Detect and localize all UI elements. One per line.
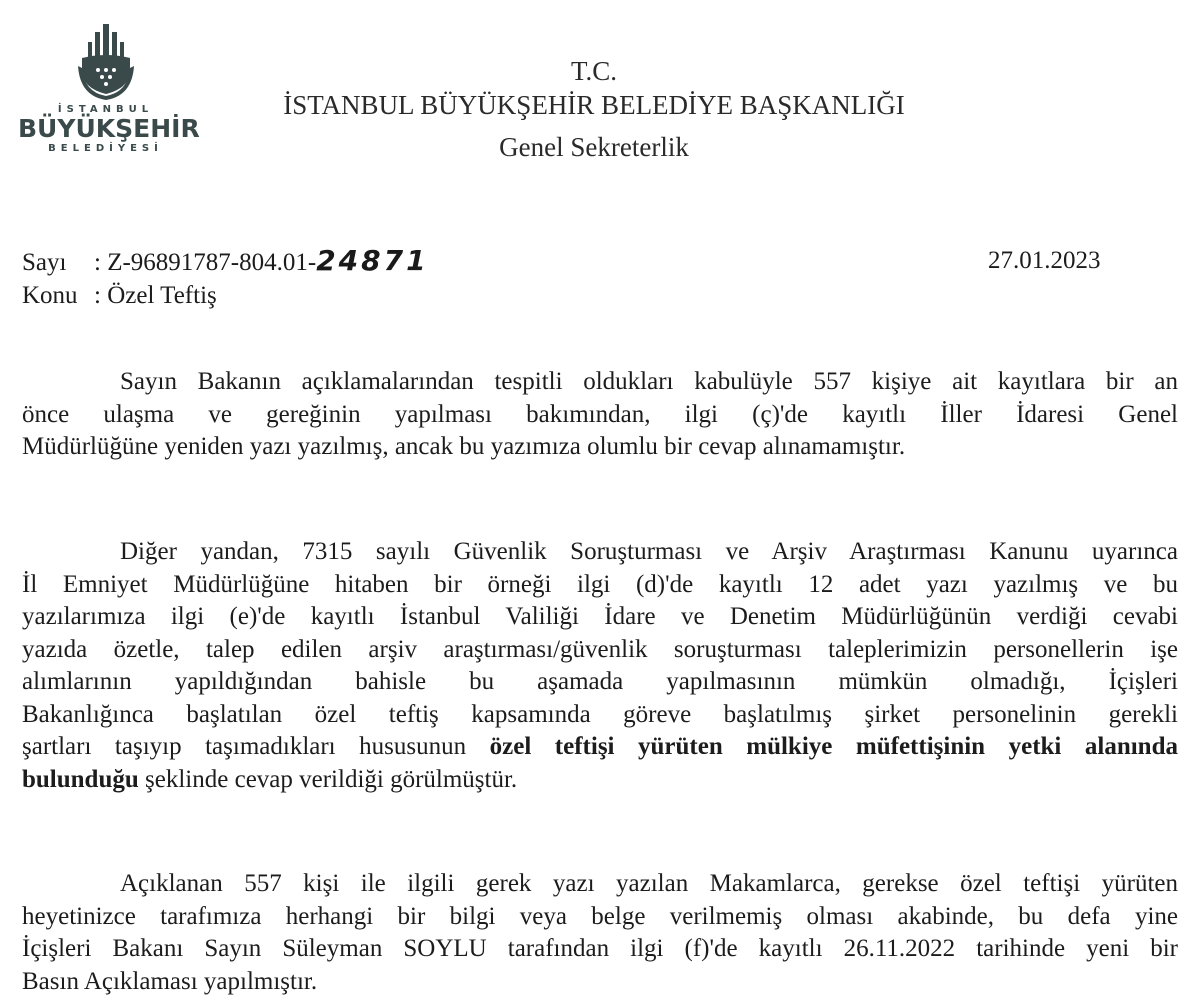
header-tc: T.C. (571, 56, 617, 86)
paragraph-1 (22, 366, 1178, 464)
paragraph-line: yazılarımıza ilgi (e)'de kayıtlı İstanbul Valiliği İdare ve Denetim Müdürlüğünün verdiği cevabi (22, 603, 1178, 630)
konu-label: Konu (22, 282, 78, 309)
paragraph-line: İl Emniyet Müdürlüğüne hitaben bir örneği ilgi (d)'de kayıtlı 12 adet yazı yazılmış ve bu (22, 570, 1178, 598)
paragraph-3 (22, 868, 1178, 998)
paragraph-line (22, 731, 1178, 764)
sayi-value: : Z-96891787-804.01- (94, 249, 317, 276)
logo-text-main: BÜYÜKŞEHİR (18, 114, 200, 143)
paragraph-line: heyetinizce tarafımıza herhangi bir bilgi veya belge verilmemiş olması akabinde, bu defa yine (22, 902, 1178, 930)
paragraph-line: alımlarının yapıldığından bahisle bu aşamada yapılmasının mümkün olmadığı, İçişleri (22, 668, 1178, 695)
paragraph-line: İçişleri Bakanı Sayın Süleyman SOYLU tarafından ilgi (f)'de kayıtlı 26.11.2022 tarihinde yeni bir (22, 935, 1178, 962)
konu-value: : Özel Teftiş (94, 282, 217, 309)
paragraph-line: Müdürlüğüne yeniden yazı yazılmış, ancak bu yazımıza olumlu bir cevap alınamamıştır. (22, 433, 906, 460)
paragraph-line: Basın Açıklaması yapılmıştır. (22, 967, 318, 995)
paragraph-line: Bakanlığınca başlatılan özel teftiş kapsamında göreve başlatılmış şirket personelinin gerekli (22, 700, 1178, 728)
paragraph-line: Sayın Bakanın açıklamalarından tespitli oldukları kabulüyle 557 kişiye ait kayıtlara bir an (120, 368, 1178, 395)
sayi-handwritten-number: 24871 (316, 244, 429, 277)
text-normal: şeklinde cevap verildiği görülmüştür. (138, 765, 518, 793)
paragraph-line (22, 764, 1178, 797)
header-department: Genel Sekreterlik (499, 132, 689, 162)
logo-text-top: İSTANBUL (57, 104, 154, 115)
document-date: 27.01.2023 (988, 247, 1101, 274)
header-institution: İSTANBUL BÜYÜKŞEHİR BELEDİYE BAŞKANLIĞI (283, 90, 905, 120)
paragraph-2 (22, 536, 1178, 796)
paragraph-line: Açıklanan 557 kişi ile ilgili gerek yazı yazılan Makamlarca, gerekse özel teftişi yürüten (120, 870, 1178, 897)
text-normal: şartları taşıyıp taşımadıkları hususunun (22, 733, 490, 760)
sayi-label: Sayı (22, 249, 67, 276)
logo-text-bottom: BELEDİYESİ (48, 143, 163, 154)
text-bold: bulunduğu (22, 765, 139, 793)
paragraph-line: Diğer yandan, 7315 sayılı Güvenlik Soruşturması ve Arşiv Araştırması Kanunu uyarınca (120, 538, 1178, 565)
sayi-row (22, 246, 429, 278)
paragraph-line: yazıda özetle, talep edilen arşiv araştırması/güvenlik soruşturması taleplerimizin personellerin işe (22, 635, 1178, 663)
paragraph-line: önce ulaşma ve gereğinin yapılması bakımından, ilgi (ç)'de kayıtlı İller İdaresi Genel (22, 400, 1178, 428)
text-bold: özel teftişi yürüten mülkiye müfettişinin yetki alanında (489, 733, 1178, 760)
konu-row (22, 281, 217, 311)
